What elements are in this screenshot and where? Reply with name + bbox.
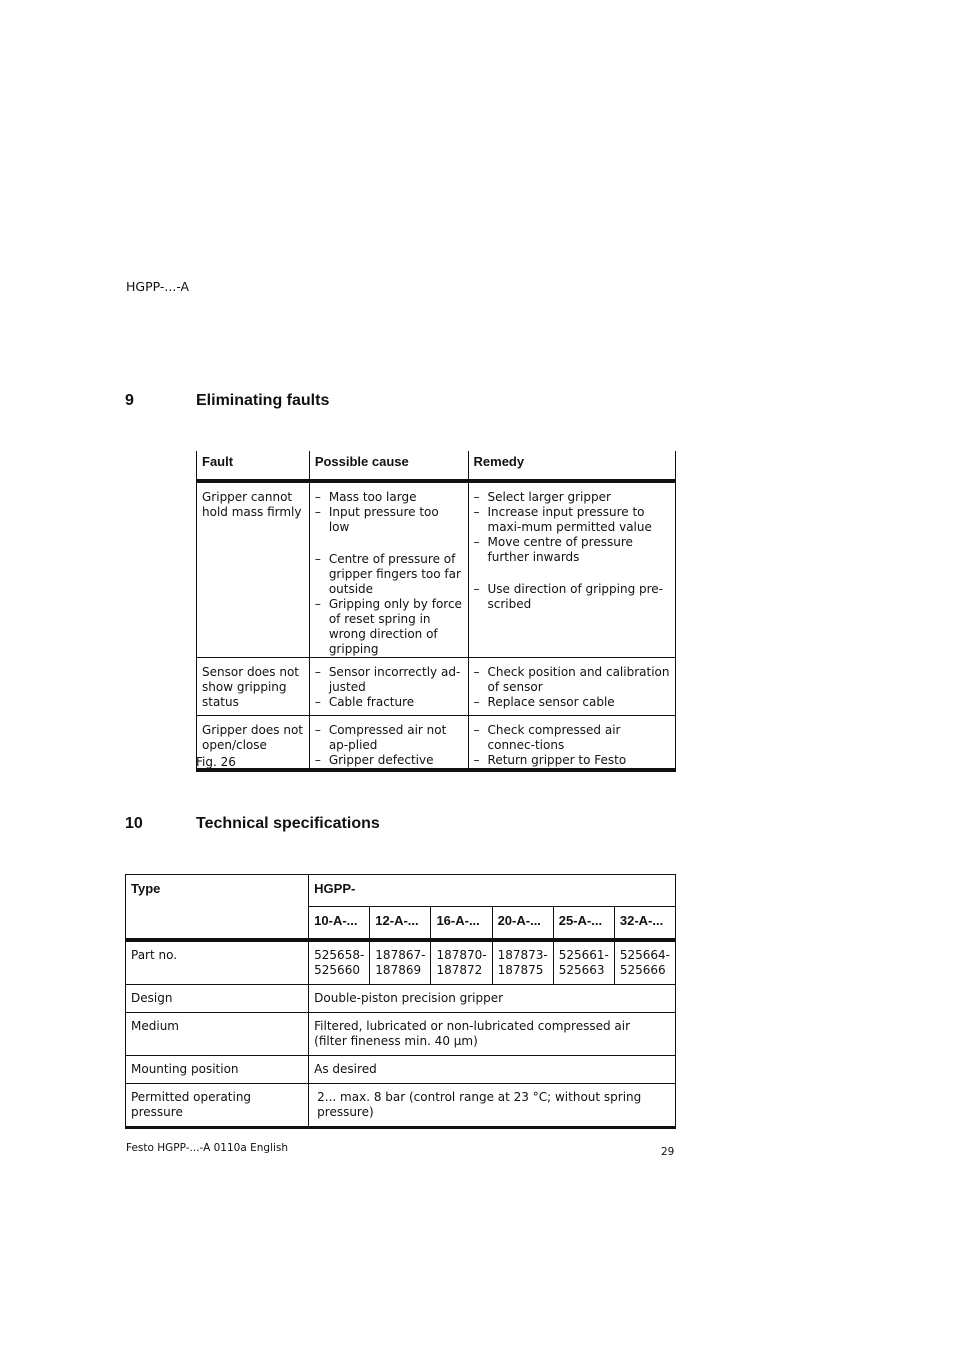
fault-cell: Gripper cannot hold mass firmly: [197, 481, 310, 658]
part-number-cell: 525664- 525666: [614, 940, 675, 985]
table-row: [197, 658, 676, 716]
type-label: Type: [126, 875, 309, 941]
specs-table: [125, 874, 676, 1129]
list-item: – Centre of pressure of gripper fingers too far outside: [315, 552, 463, 597]
row-value: Filtered, lubricated or non-lubricated compressed air (filter fineness min. 40 µm): [309, 1013, 676, 1056]
list-item: – Select larger gripper: [474, 490, 670, 505]
table-row: [126, 1056, 676, 1084]
list-item: – Replace sensor cable: [474, 695, 670, 710]
column-header-cause: Possible cause: [309, 451, 468, 481]
model-prefix: HGPP-: [309, 875, 676, 907]
table-row: [126, 985, 676, 1013]
section-10-title: Technical specifications: [196, 815, 380, 832]
part-number-cell: 187870- 187872: [431, 940, 492, 985]
cause-cell: [309, 716, 468, 771]
row-value: Double-piston precision gripper: [309, 985, 676, 1013]
section-9-title: Eliminating faults: [196, 392, 330, 409]
list-item: – Mass too large: [315, 490, 463, 505]
table-row: [126, 1084, 676, 1128]
table-row: [197, 481, 676, 658]
variant-header: 10-A-...: [309, 907, 370, 941]
column-header-fault: Fault: [197, 451, 310, 481]
part-number-cell: 525661- 525663: [553, 940, 614, 985]
part-number-cell: 187873- 187875: [492, 940, 553, 985]
row-value: 2... max. 8 bar (control range at 23 °C; without spring pressure): [309, 1084, 676, 1128]
list-item: – Compressed air not ap-plied: [315, 723, 463, 753]
table-row: [126, 940, 676, 985]
list-item: – Input pressure too low: [315, 505, 463, 535]
list-item: – Check compressed air connec-tions: [474, 723, 670, 753]
column-header-remedy: Remedy: [468, 451, 675, 481]
section-9-number: 9: [125, 392, 134, 409]
faults-table: [196, 451, 676, 772]
row-label: Design: [126, 985, 309, 1013]
list-item: – Cable fracture: [315, 695, 463, 710]
list-item: – Use direction of gripping pre-scribed: [474, 582, 670, 612]
variant-header: 32-A-...: [614, 907, 675, 941]
part-number-cell: 525658- 525660: [309, 940, 370, 985]
section-10-number: 10: [125, 815, 143, 832]
document-id: HGPP-...-A: [126, 279, 190, 294]
variant-header: 20-A-...: [492, 907, 553, 941]
list-item: – Gripping only by force of reset spring in wrong direction of gripping: [315, 597, 463, 657]
table-row: [197, 716, 676, 771]
row-label: Mounting position: [126, 1056, 309, 1084]
variant-header: 16-A-...: [431, 907, 492, 941]
variant-header: 25-A-...: [553, 907, 614, 941]
cause-cell: [309, 481, 468, 658]
list-item: – Sensor incorrectly ad-justed: [315, 665, 463, 695]
remedy-cell: [468, 716, 675, 771]
row-label: Medium: [126, 1013, 309, 1056]
fault-cell: Gripper does not open/close: [197, 716, 310, 771]
footer-doc-info: Festo HGPP-...-A 0110a English: [126, 1142, 289, 1154]
row-label: Permitted operating pressure: [126, 1084, 309, 1128]
table-row: [126, 1013, 676, 1056]
remedy-cell: [468, 658, 675, 716]
list-item: – Move centre of pressure further inwards: [474, 535, 670, 565]
page-number: 29: [661, 1146, 675, 1158]
list-item: – Gripper defective: [315, 753, 463, 768]
variant-header: 12-A-...: [370, 907, 431, 941]
faults-header-row: [197, 451, 676, 481]
list-item: – Increase input pressure to maxi-mum permitted value: [474, 505, 670, 535]
list-item: – Check position and calibration of sensor: [474, 665, 670, 695]
list-item: – Return gripper to Festo: [474, 753, 670, 768]
row-label: Part no.: [126, 940, 309, 985]
fault-cell: Sensor does not show gripping status: [197, 658, 310, 716]
specs-header-row: [126, 875, 676, 907]
cause-cell: [309, 658, 468, 716]
row-value: As desired: [309, 1056, 676, 1084]
part-number-cell: 187867- 187869: [370, 940, 431, 985]
remedy-cell: [468, 481, 675, 658]
figure-caption: Fig. 26: [196, 755, 236, 769]
